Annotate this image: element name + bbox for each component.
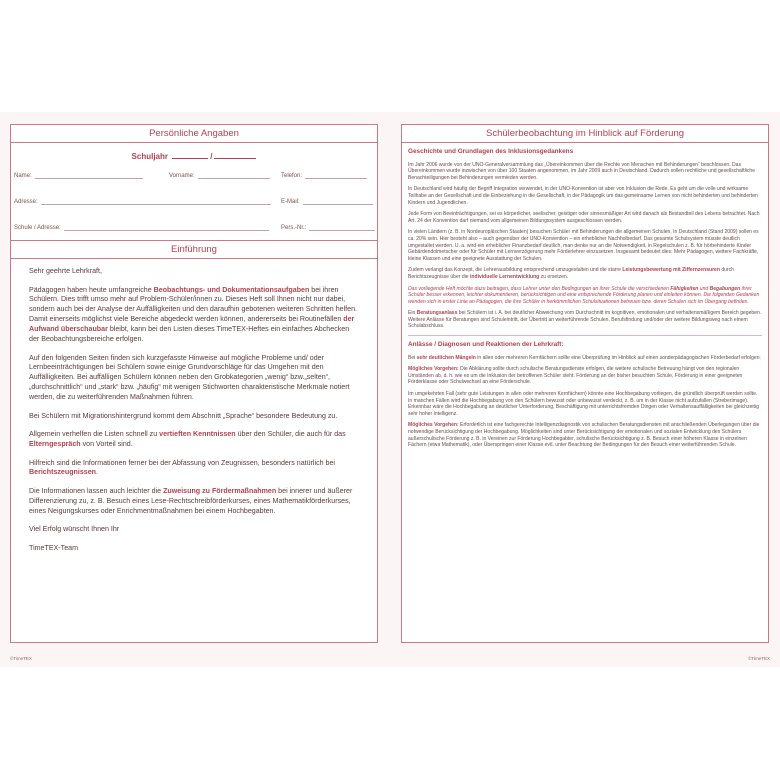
name-label: Name: <box>14 173 32 179</box>
right-page <box>401 124 769 643</box>
schuljahr-field-2[interactable] <box>214 158 256 159</box>
left-page <box>10 124 378 643</box>
right-paragraph-5: Zudem verlangt das Konzept, die Lehrerausbildung entsprechend umzugestalten und die starre Leistungsbewertung mit Ziffernzensuren durch Berichtszeugnisse über die individuelle Lernentwicklung zu ersetzen. <box>408 267 734 280</box>
form-row-1 <box>11 171 377 197</box>
right-paragraph-4: In vielen Ländern (z. B. in Nordeuropäischen Staaten) besuchen Schüler mit Behinderungen die allgemeinen Schulen. In Deutschland (Stand 2009) sollen es ca. 20% sein. Hier besteht also – auch gegenüber der UNO-Konvention – ein erheblicher Nachholbedarf. Das gesamte Schulsystem müsste deutlich umgestaltet werden. U. a. wird ein erheblicher Finanzbedarf deutlich, man denke nur an die Notwendigkeit, in Regelschulen z. B. für hörbehinderte Kinder Gebärdendolmetscher oder für Schüler mit Lernverzögerung mehr Förderlehrer einzusetzen. Insgesamt bedeutet dies: Mehr Pädagogen, weitere Fachkräfte, kleine Klassen und eine geeignete Ausstattung der Schulen. <box>408 229 759 262</box>
intro-paragraph-3: Bei Schülern mit Migrationshintergrund kommt dem Abschnitt „Sprache“ besondere Bedeutung zu. <box>29 411 338 420</box>
schuljahr-sep: / <box>210 152 213 161</box>
adresse-field[interactable] <box>41 197 271 205</box>
heading-diagnoses: Anlässe / Diagnosen und Reaktionen der Lehrkraft: <box>408 341 564 349</box>
adresse-label: Adresse: <box>14 199 38 205</box>
right-paragraph-9: Mögliches Vorgehen: Die Abklärung sollte durch schulische Beratungsdienste erfolgen, die weitere schulische Betreuung hängt von den regionalen Umständen ab, d. h. wie es um die Inklusion der betroffenen Schüler steht: Förderung an der bisher besuchten Schule, Förderung in einer geeigneten Förderklasse oder Schulwechsel an eine Förderschule. <box>408 366 743 386</box>
schule-label: Schule / Adresse: <box>14 225 61 231</box>
schuljahr-field-1[interactable] <box>172 158 208 159</box>
right-paragraph-11: Mögliches Vorgehen: Erforderlich ist eine fachgerechte Intelligenzdiagnostik von schulischen Beratungsdiensten mit anschließenden Überlegungen über die notwendige Berücksichtigung der Hochbegabung. Möglichkeiten sind unter Berücksichtigung der emotionalen und sozialen Entwicklung des Schülers außerschulische Förderung z. B. in Vereinen zur Förderung Hochbegabter, schulische Berücksichtigung z. B. Besuch einer höheren Klasse in einzelnen Fächern (etwa Mathematik), oder Überspringen einer Klasse evtl. unter Beachtung der Bedingungen für den Besuch einer weiterführenden Schule. <box>408 422 760 449</box>
form-row-2 <box>11 197 377 223</box>
persnr-label: Pers.-Nr.: <box>281 225 307 231</box>
right-paragraph-2: In Deutschland wird häufig der Begriff Integration verwendet, in der UNO-Konvention ist aber von Inklusion die Rede. Es geht um die volle und wirksame Teilhabe an der Gesellschaft und die Einbeziehung in die Gesellschaft, in der Pädagogik um das gemeinsame Lernen von nicht behinderten und behinderten Kindern und Jugendlichen. <box>408 186 758 206</box>
observation-text <box>402 143 768 449</box>
footer-copyright-left: ©TimeTEX <box>10 656 32 661</box>
intro-text <box>11 259 377 554</box>
email-label: E-Mail: <box>281 199 300 205</box>
footer-copyright-right: ©TimeTEX <box>748 656 770 661</box>
telefon-field[interactable] <box>305 171 367 179</box>
schuljahr-row <box>11 152 377 161</box>
name-field[interactable] <box>35 171 143 179</box>
right-paragraph-10: Im umgekehrten Fall (sehr gute Leistungen in allen oder mehreren Kernfächern) könnte eine Hochbegabung vorliegen, die gründlich überprüft werden sollte. In manchen Fällen wird die Hochbegabung von den Schülern bewusst oder unbewusst verdeckt, z. B. um in der Klasse nicht aufzufallen (Streberimage). Erkennbar wäre die Hochbegabung an deutlicher Unterforderung, Beschäftigung mit unterrichtsfremden Dingen oder Verhaltensauffälligkeiten bei gleichzeitig sehr hoher Intelligenz. <box>408 391 759 417</box>
intro-paragraph-5: Hilfreich sind die Informationen ferner bei der Abfassung von Zeugnissen, besonders natürlich bei Berichtszeugnissen. <box>29 458 335 477</box>
right-paragraph-6: Das vorliegende Heft möchte dazu beitragen, dass Lehrer unter den Bedingungen an ihrer Schule die verschiedenen Fähigkeiten und Begabungen ihrer Schüler besser erkennen, leichter dokumentieren, berücksichtigen und eine entsprechende Förderung planen und einleiten können. Die folgenden Gedanken wenden sich in erster Linie an Pädagogen, die ihre Schüler in herkömmlichen Schulsituationen betreuen bzw. deren Schulen sich im Übergang befinden. <box>408 285 760 305</box>
schuljahr-label: Schuljahr <box>131 152 168 161</box>
right-paragraph-8: Bei sehr deutlichen Mängeln in allen oder mehreren Kernfächern sollte eine Überprüfung im Hinblick auf einen sonderpädagogischen Förderbedarf erfolgen. <box>408 354 761 361</box>
intro-paragraph-2: Auf den folgenden Seiten finden sich kurzgefasste Hinweise auf mögliche Probleme und/ oder Lernbeeinträchtigungen bei Schülern sowie einige Grundvorschläge für das Umgehen mit den Auffälligkeiten. Bei auffälligen Schülern können neben den Grobkategorien „wenig“ bzw.„selten“,„durchschnittlich“ und „stark“ bzw. „häufig“ mit wenigen Stichworten charakteristische Merkmale notiert werden, die zu weiterführenden Maßnahmen führen. <box>29 353 350 402</box>
section-header-intro: Einführung <box>11 240 377 259</box>
intro-salutation: Sehr geehrte Lehrkraft, <box>29 267 102 275</box>
form-row-3 <box>11 223 377 240</box>
right-paragraph-1: Im Jahr 2006 wurde von der UNO-Generalversammlung das „Übereinkommen über die Rechte von Menschen mit Behinderungen“ beschlossen. Das Übereinkommen wurde inzwischen von über 100 Staaten angenommen, im Jahr 2009 auch in Deutschland. Dadurch sollen rechtliche und gesellschaftliche Benachteiligungen bei Behinderungen vermieden werden. <box>408 161 756 181</box>
vorname-label: Vorname: <box>169 173 195 179</box>
section-header-observation: Schülerbeobachtung im Hinblick auf Förderung <box>402 125 768 143</box>
vorname-field[interactable] <box>198 171 270 179</box>
email-field[interactable] <box>303 197 373 205</box>
right-paragraph-7: Ein Beratungsanlass bei Schülern ist i. A. bei deutlicher Abweichung vom Durchschnitt im kognitiven, emotionalen und verhaltensmäßigem Bereich gegeben. Weitere Anlässe für Beratungen sind Schuleintritt, der Übertritt an weiterführende Schulen, Berufsfindung und/oder der weitere Bildungsweg nach einem Schulabschluss. <box>408 310 762 330</box>
telefon-label: Telefon: <box>281 173 303 179</box>
intro-signature: TimeTEX-Team <box>29 543 79 552</box>
section-header-personal: Persönliche Angaben <box>11 125 377 143</box>
heading-history: Geschichte und Grundlagen des Inklusionsgedankens <box>408 148 574 155</box>
right-paragraph-3: Jede Form von Beeinträchtigungen, sei es körperlicher, seelischer, geistiger oder sinnesmäßiger Art wird danach als Bestandteil des Lebens betrachtet. Nach Art. 24 der Konvention darf niemand vom allgemeinen Bildungssystem ausgeschlossen werden. <box>408 211 760 224</box>
intro-closing: Viel Erfolg wünscht Ihnen Ihr <box>29 525 120 534</box>
schule-field[interactable] <box>64 223 269 231</box>
booklet-spread <box>0 112 780 667</box>
intro-paragraph-1: Pädagogen haben heute umfangreiche Beobachtungs- und Dokumentationsaufgaben bei ihren Schülern. Dies trifft umso mehr auf Problem-Schüler/innen zu. Dieses Heft soll Ihnen nicht nur dabei, sondern auch bei der Analyse der Auffälligkeiten und den daraufhin gebotenen weiteren Schritten helfen. Damit einerseits möglichst viele Bereiche abgedeckt werden können, andererseits bei Routinefällen der Aufwand überschaubar bleibt, kann bei den Listen dieses TimeTEX-Heftes ein einfaches Abchecken der Beobachtungsbereiche erfolgen. <box>29 285 357 344</box>
intro-paragraph-6: Die Informationen lassen auch leichter die Zuweisung zu Fördermaßnahmen bei innerer und äußerer Differenzierung zu, z. B. Besuch eines Lese-Rechtschreibförderkurses, eines Mathematikförderkurses, eines Neigungskurses oder Enrichmentmaßnahmen bei einem Hochbegabten. <box>29 486 353 515</box>
persnr-field[interactable] <box>309 223 375 231</box>
divider <box>408 335 762 336</box>
intro-paragraph-4: Allgemein verhelfen die Listen schnell zu vertieften Kenntnissen über den Schüler, die auch für das Elterngespräch von Vorteil sind. <box>29 430 346 449</box>
